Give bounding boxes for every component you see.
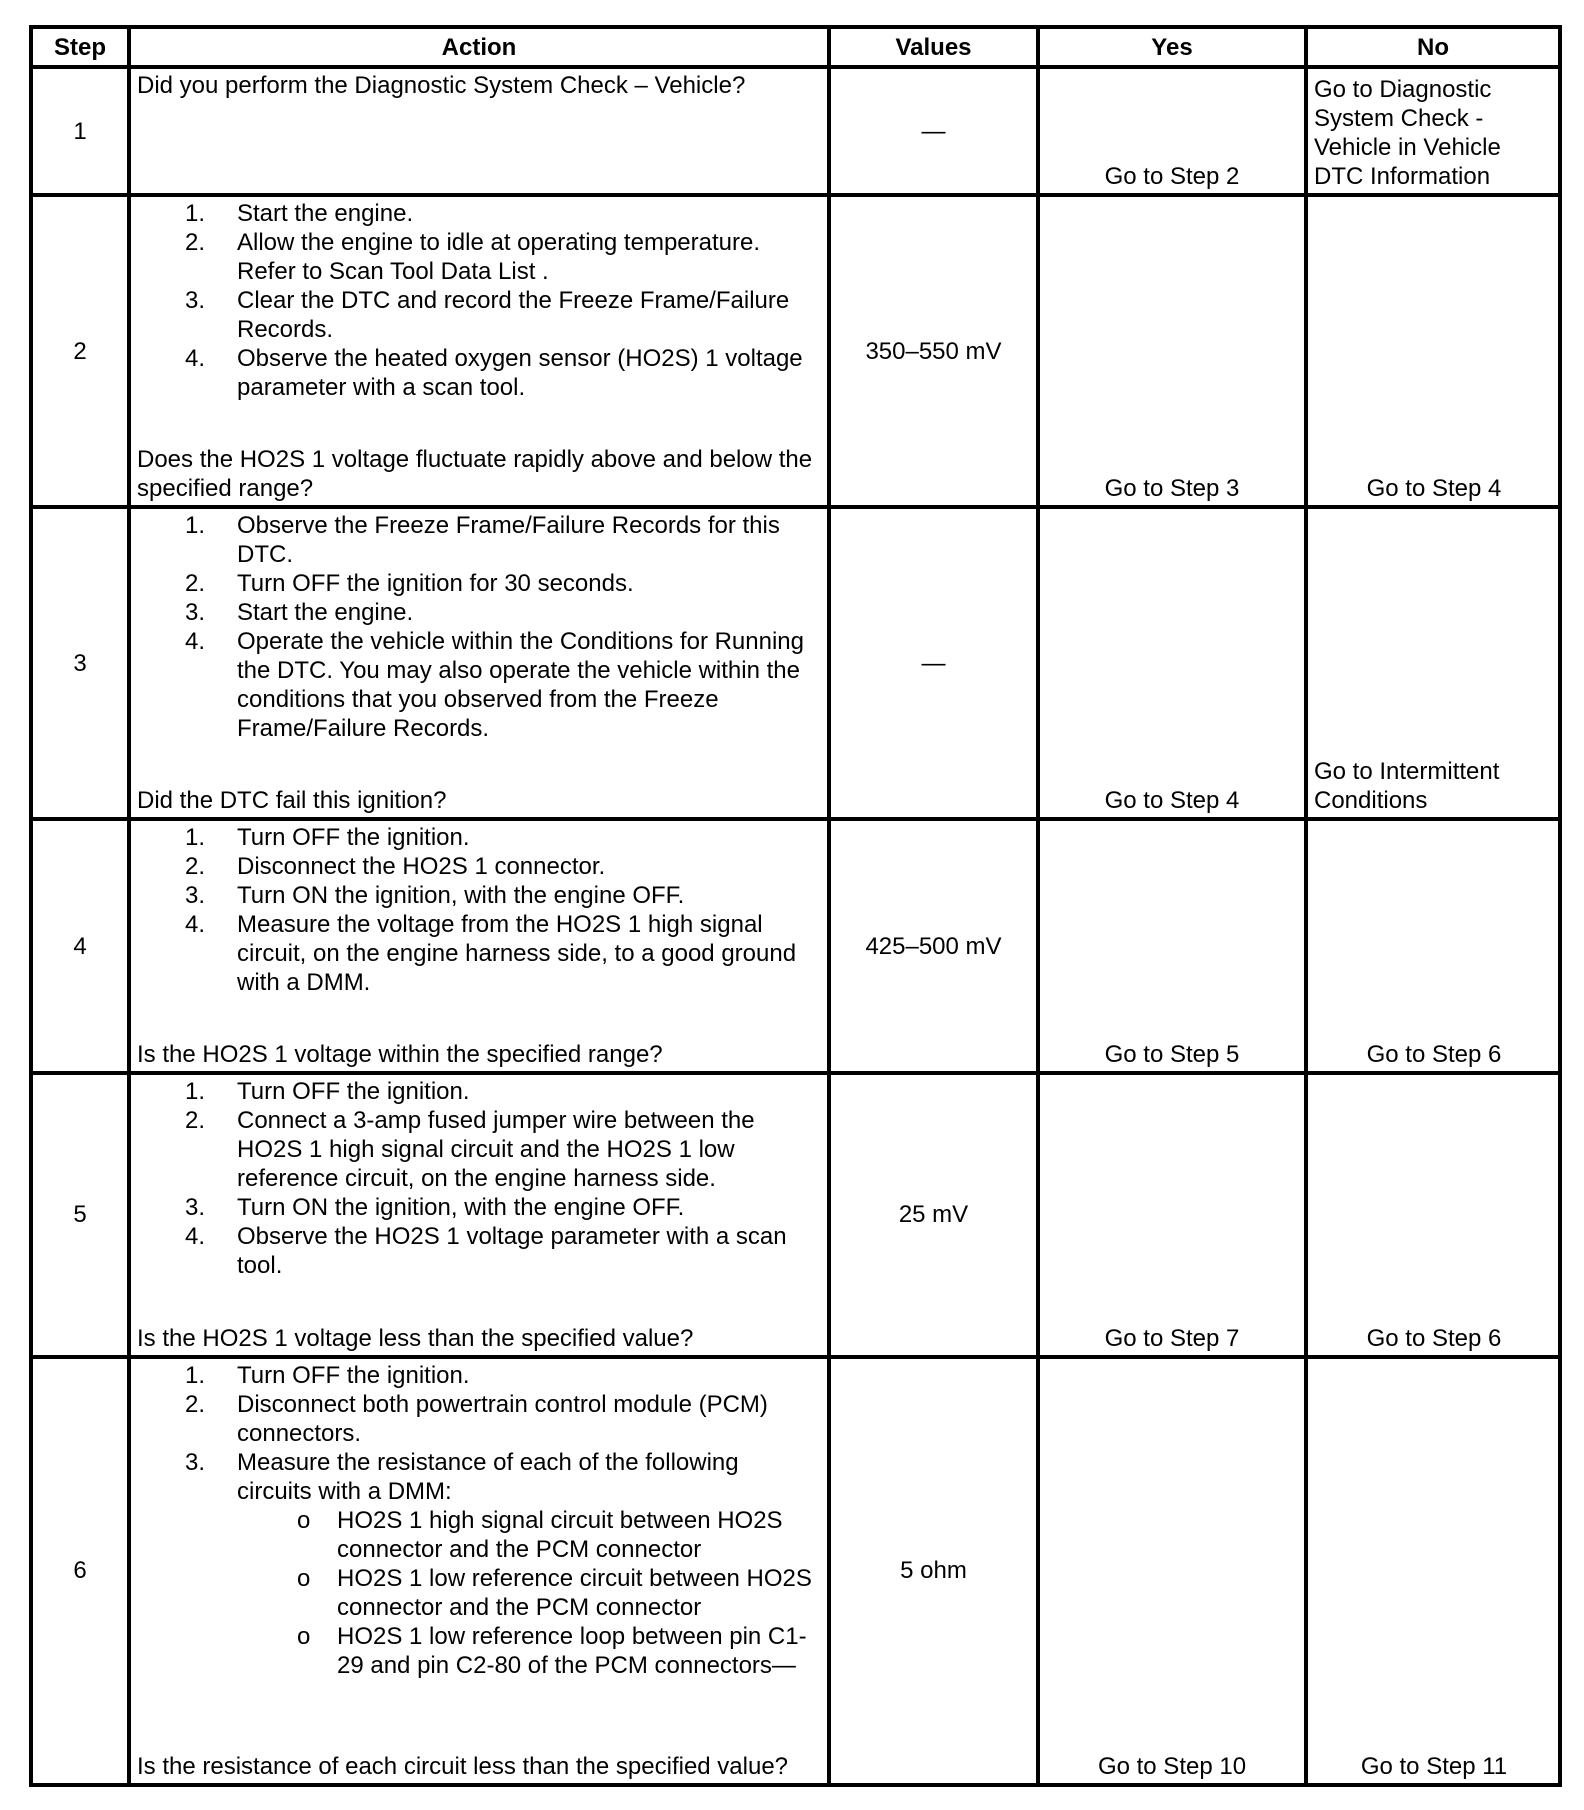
no-link[interactable]: Go to Intermittent Conditions (1314, 758, 1500, 815)
action-substep: o HO2S 1 high signal circuit between HO2S connector and the PCM connector (297, 1506, 783, 1563)
action-step: 2. Connect a 3-amp fused jumper wire between the HO2S 1 high signal circuit and the HO2S 1 low reference circuit, on the engine harness side. (185, 1106, 755, 1192)
table-row (31, 195, 1560, 507)
value-cell: 350–550 mV (829, 195, 1038, 507)
step-number: 6 (31, 1357, 129, 1785)
value-cell: — (829, 507, 1038, 819)
no-cell (1306, 1357, 1560, 1785)
action-substep: o HO2S 1 low reference loop between pin C1-29 and pin C2-80 of the PCM connectors— (297, 1622, 807, 1679)
action-step: 2. Allow the engine to idle at operating temperature. Refer to Scan Tool Data List . (185, 229, 760, 286)
value-cell: 425–500 mV (829, 819, 1038, 1073)
action-steps (137, 1361, 819, 1680)
header-action: Action (129, 27, 829, 67)
action-steps (137, 199, 819, 402)
yes-link[interactable]: Go to Step 4 (1104, 787, 1240, 815)
diagnostic-table (29, 25, 1562, 1787)
action-step: 3. Start the engine. (185, 599, 414, 627)
yes-cell (1038, 1357, 1306, 1785)
step-number: 2 (31, 195, 129, 507)
yes-cell (1038, 195, 1306, 507)
action-cell (129, 67, 829, 195)
action-step: 1. Observe the Freeze Frame/Failure Records for this DTC. (185, 512, 780, 569)
action-step: 4. Observe the heated oxygen sensor (HO2S) 1 voltage parameter with a scan tool. (185, 345, 803, 402)
step-number: 4 (31, 819, 129, 1073)
no-cell (1306, 67, 1560, 195)
action-cell (129, 1357, 829, 1785)
action-step: 4. Observe the HO2S 1 voltage parameter with a scan tool. (185, 1222, 787, 1279)
yes-cell (1038, 507, 1306, 819)
action-substep: o HO2S 1 low reference circuit between HO2S connector and the PCM connector (297, 1564, 812, 1621)
no-link[interactable]: Go to Step 11 (1360, 1753, 1508, 1780)
table-row (31, 507, 1560, 819)
table-row (31, 1073, 1560, 1357)
action-steps (137, 1077, 819, 1280)
step-number: 3 (31, 507, 129, 819)
action-step: 4. Measure the voltage from the HO2S 1 high signal circuit, on the engine harness side, to a good ground with a DMM. (185, 911, 797, 997)
yes-link[interactable]: Go to Step 2 (1104, 163, 1240, 191)
action-step: 3. Measure the resistance of each of the following circuits with a DMM: o HO2S 1 high signal circuit between HO2S connector and the PCM connector o HO2S 1 low reference circuit between HO2S connector and the PCM connector o HO2S 1 low reference loop between pin C1-29 and pin C2-80 of the PCM connectors— (137, 1448, 819, 1680)
value-cell: 25 mV (829, 1073, 1038, 1357)
yes-link[interactable]: Go to Step 3 (1104, 475, 1240, 503)
action-question: Did the DTC fail this ignition? (137, 787, 447, 815)
action-step: 2. Disconnect both powertrain control module (PCM) connectors. (185, 1390, 768, 1447)
action-steps (137, 823, 819, 997)
table-row (31, 67, 1560, 195)
no-link[interactable]: Go to Diagnostic System Check - Vehicle in Vehicle DTC Information (1314, 76, 1501, 191)
no-cell (1306, 507, 1560, 819)
action-step: 1. Turn OFF the ignition. (185, 1077, 470, 1105)
yes-link[interactable]: Go to Step 10 (1097, 1753, 1247, 1780)
yes-cell (1038, 67, 1306, 195)
no-cell (1306, 195, 1560, 507)
action-question: Is the resistance of each circuit less than the specified value? (137, 1753, 789, 1780)
step-number: 5 (31, 1073, 129, 1357)
action-step: 4. Operate the vehicle within the Conditions for Running the DTC. You may also operate the vehicle within the conditions that you observed from the Freeze Frame/Failure Records. (185, 628, 804, 743)
action-steps (137, 511, 819, 743)
value-cell: — (829, 67, 1038, 195)
action-question: Is the HO2S 1 voltage within the specified range? (137, 1040, 663, 1068)
action-step: 2. Disconnect the HO2S 1 connector. (185, 853, 606, 881)
value-cell: 5 ohm (829, 1357, 1038, 1785)
action-question: Did you perform the Diagnostic System Check – Vehicle? (137, 72, 746, 99)
action-step: 3. Clear the DTC and record the Freeze Frame/Failure Records. (185, 287, 790, 344)
header-yes: Yes (1038, 27, 1306, 67)
header-no: No (1306, 27, 1560, 67)
no-link[interactable]: Go to Step 6 (1366, 1324, 1502, 1352)
action-step: 1. Start the engine. (185, 200, 414, 228)
table-row (31, 1357, 1560, 1785)
yes-link[interactable]: Go to Step 5 (1104, 1040, 1240, 1068)
header-values: Values (829, 27, 1038, 67)
step-number: 1 (31, 67, 129, 195)
header-step: Step (31, 27, 129, 67)
action-step: 1. Turn OFF the ignition. (185, 1361, 470, 1389)
table-row (31, 819, 1560, 1073)
action-cell (129, 819, 829, 1073)
action-step: 1. Turn OFF the ignition. (185, 824, 470, 852)
no-link[interactable]: Go to Step 4 (1366, 475, 1502, 503)
action-cell (129, 195, 829, 507)
yes-link[interactable]: Go to Step 7 (1104, 1324, 1240, 1352)
yes-cell (1038, 819, 1306, 1073)
action-step: 3. Turn ON the ignition, with the engine OFF. (185, 882, 685, 910)
action-question: Does the HO2S 1 voltage fluctuate rapidly above and below the specified range? (137, 446, 813, 503)
action-cell (129, 1073, 829, 1357)
header-row (31, 27, 1560, 67)
action-question: Is the HO2S 1 voltage less than the specified value? (137, 1324, 694, 1352)
action-cell (129, 507, 829, 819)
no-cell (1306, 1073, 1560, 1357)
no-link[interactable]: Go to Step 6 (1366, 1040, 1502, 1068)
yes-cell (1038, 1073, 1306, 1357)
action-step: 2. Turn OFF the ignition for 30 seconds. (185, 570, 634, 598)
no-cell (1306, 819, 1560, 1073)
action-step: 3. Turn ON the ignition, with the engine OFF. (185, 1193, 685, 1221)
action-substeps (237, 1506, 819, 1680)
